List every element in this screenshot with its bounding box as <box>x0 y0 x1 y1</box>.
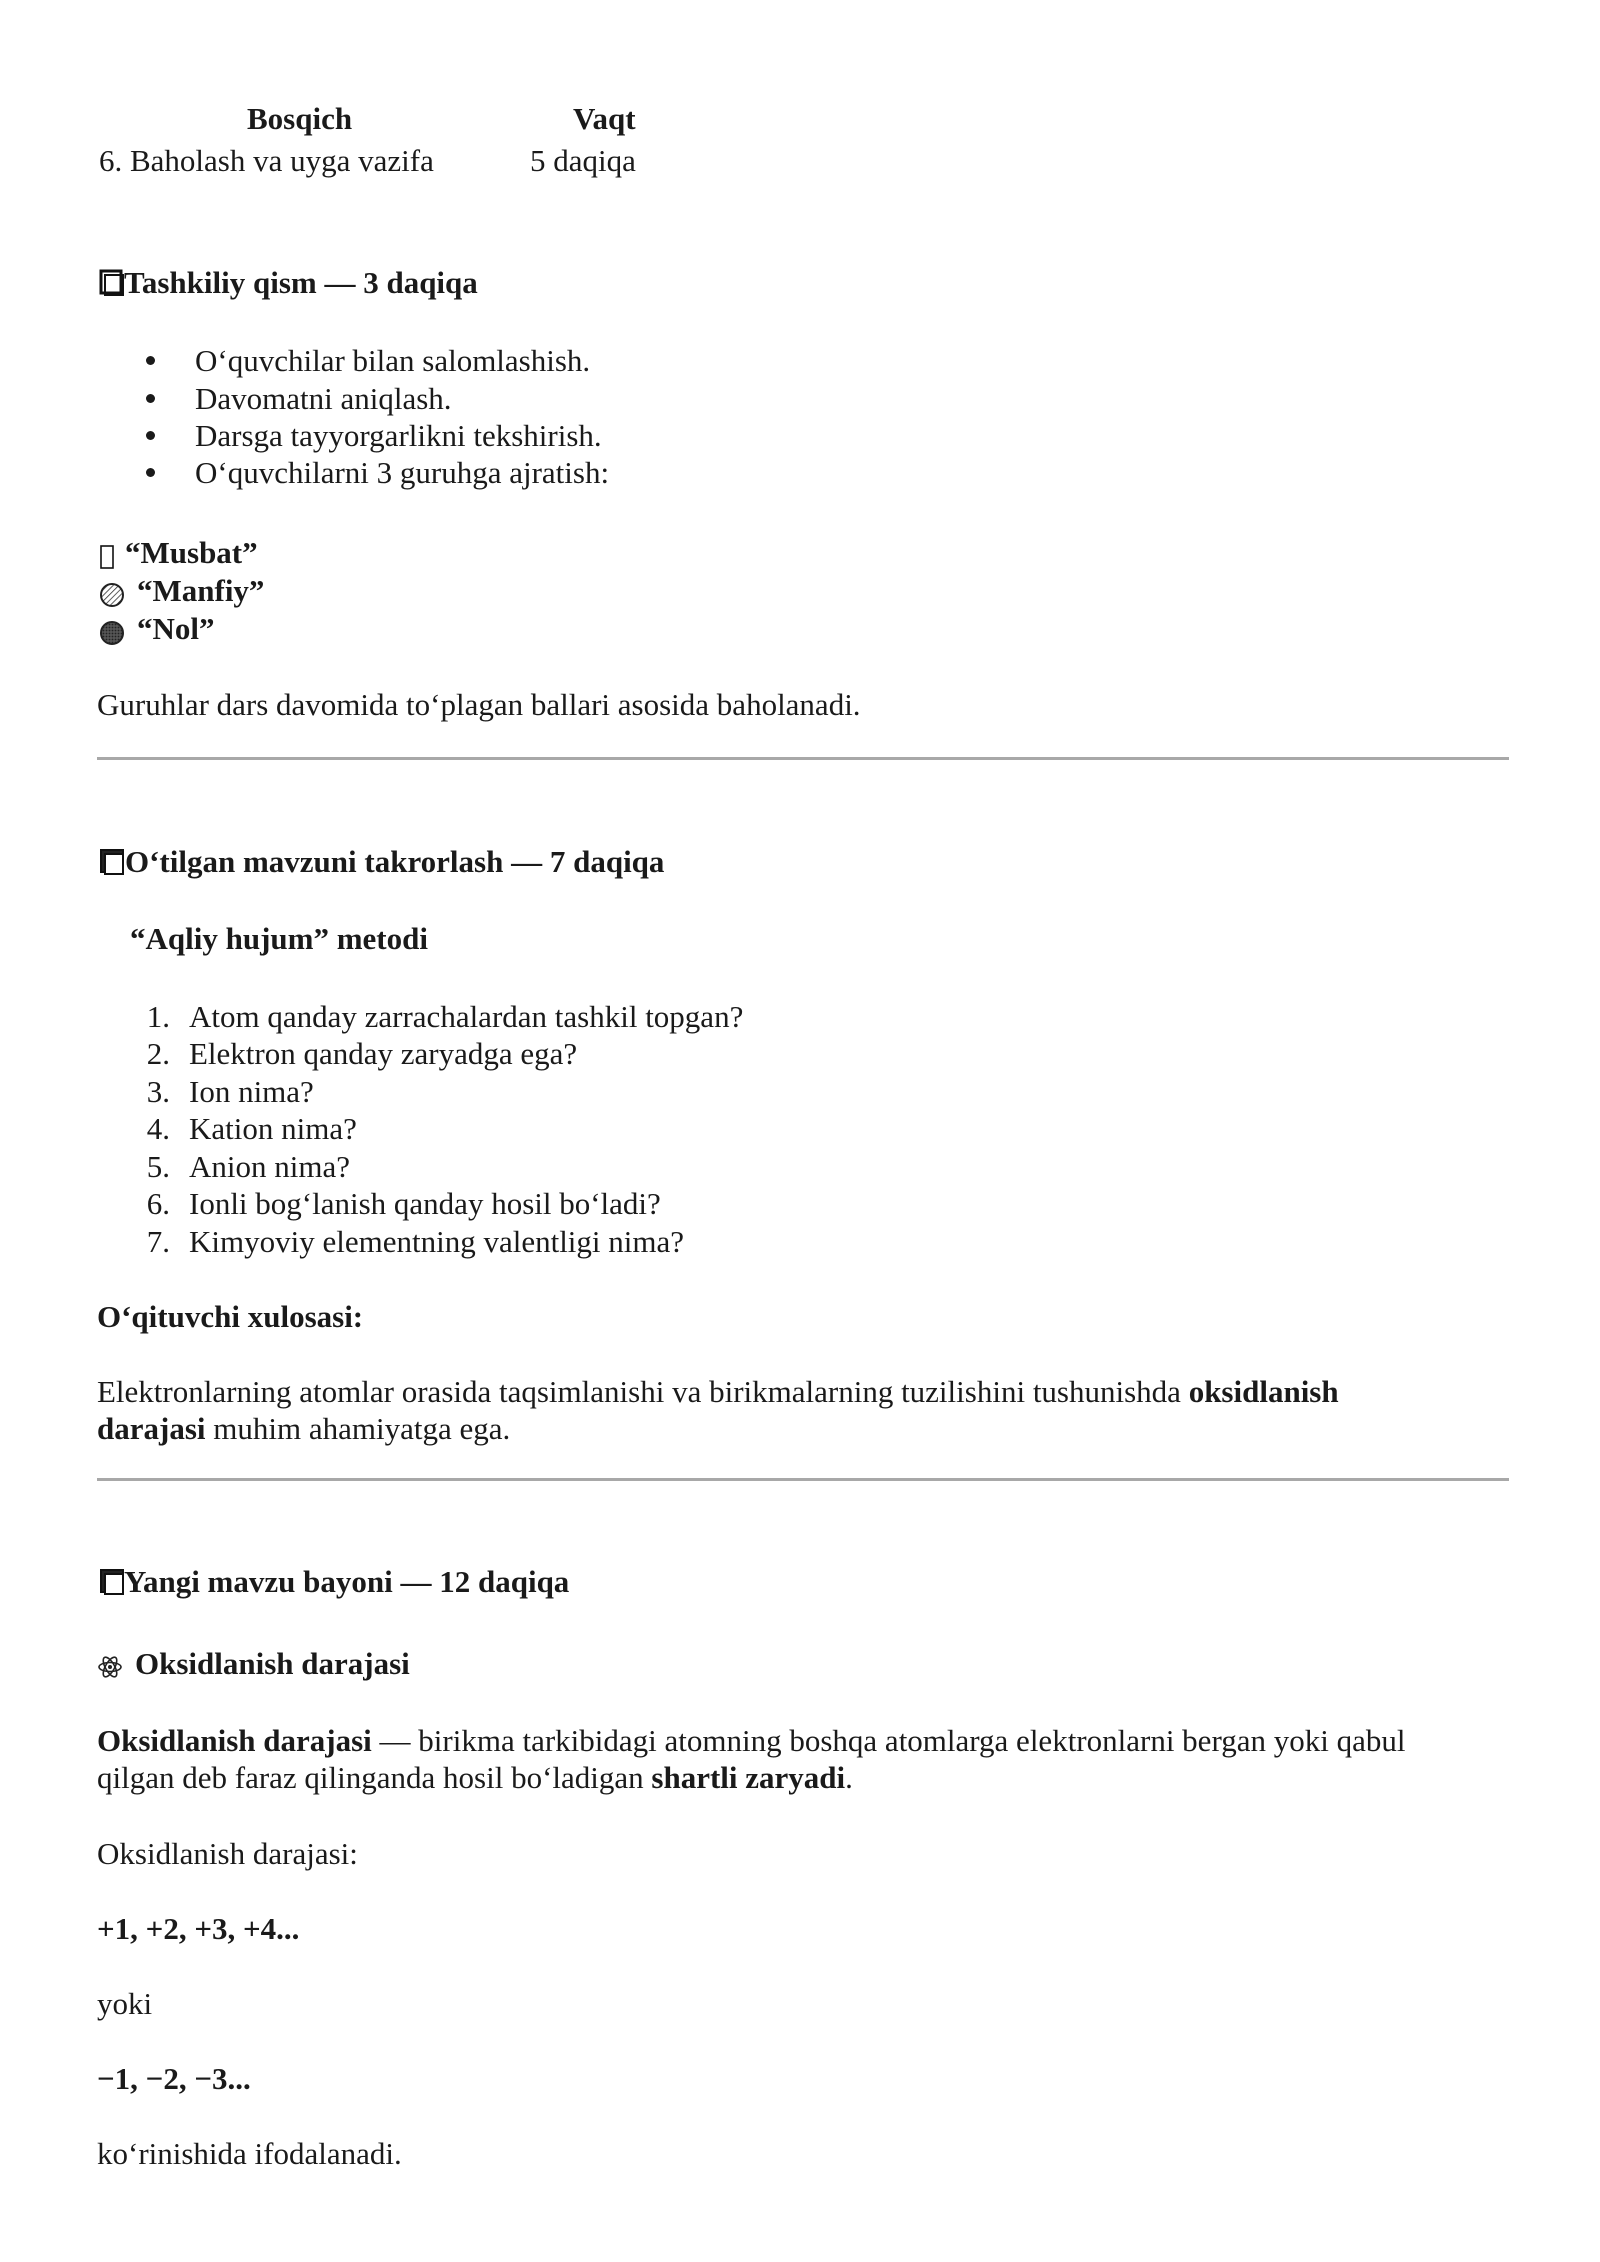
list-item-text: Anion nima? <box>189 1149 350 1184</box>
oxidation-label: Oksidlanish darajasi: <box>97 1836 358 1871</box>
list-item-text: Kimyoviy elementning valentligi nima? <box>189 1224 685 1259</box>
group-label: “Manfiy” <box>137 573 265 608</box>
divider <box>97 757 1509 760</box>
number-3-keycap-icon <box>99 1567 127 1604</box>
conclusion-line-1 <box>97 1373 1339 1410</box>
hatched-circle-icon <box>99 579 125 616</box>
or-text: yoki <box>97 1986 153 2021</box>
definition-text: . <box>845 1760 853 1795</box>
list-item-text: O‘quvchilarni 3 guruhga ajratish: <box>195 455 610 490</box>
atom-icon <box>97 1651 123 1688</box>
list-item-text: Davomatni aniqlash. <box>195 381 452 416</box>
conclusion-bold: oksidlanish <box>1188 1374 1339 1409</box>
negative-values: −1, −2, −3... <box>97 2061 251 2096</box>
divider <box>97 1478 1509 1481</box>
table-cell-stage: 6. Baholash va uyga vazifa <box>99 143 434 178</box>
table-header-time: Vaqt <box>573 101 636 136</box>
conclusion-text: muhim ahamiyatga ega. <box>205 1411 511 1446</box>
definition-term: Oksidlanish darajasi <box>97 1723 372 1758</box>
group-label: “Nol” <box>137 611 215 646</box>
table-cell-time: 5 daqiqa <box>530 143 636 178</box>
positive-values: +1, +2, +3, +4... <box>97 1911 300 1946</box>
number-1-keycap-icon <box>99 268 125 305</box>
list-item-text: Ionli bog‘lanish qanday hosil bo‘ladi? <box>189 1186 661 1221</box>
list-item-text: Darsga tayyorgarlikni tekshirish. <box>195 418 602 453</box>
section-1-heading-text: Tashkiliy qism — 3 daqiqa <box>124 265 478 300</box>
conclusion-label: O‘qituvchi xulosasi: <box>97 1299 364 1334</box>
definition-line-2 <box>97 1759 853 1796</box>
conclusion-bold: darajasi <box>97 1411 206 1446</box>
method-title: “Aqliy hujum” metodi <box>130 921 428 956</box>
definition-line-1 <box>97 1722 1405 1759</box>
dark-circle-icon <box>99 617 125 654</box>
list-item-text: Ion nima? <box>189 1074 314 1109</box>
definition-bold: shartli zaryadi <box>651 1760 846 1795</box>
group-label: “Musbat” <box>125 535 258 570</box>
definition-text: qilgan deb faraz qilinganda hosil bo‘ladigan <box>97 1760 652 1795</box>
list-item-text: O‘quvchilar bilan salomlashish. <box>195 343 591 378</box>
subheading-text: Oksidlanish darajasi <box>135 1646 410 1681</box>
list-item-text: Elektron qanday zaryadga ega? <box>189 1036 578 1071</box>
groups-note: Guruhlar dars davomida to‘plagan ballari asosida baholanadi. <box>97 687 861 722</box>
conclusion-line-2 <box>97 1410 510 1447</box>
conclusion-text: Elektronlarning atomlar orasida taqsimlanishi va birikmalarning tuzilishini tushunishda <box>97 1374 1189 1409</box>
section-3-heading-text: Yangi mavzu bayoni — 12 daqiqa <box>124 1564 570 1599</box>
section-2-heading-text: O‘tilgan mavzuni takrorlash — 7 daqiqa <box>125 844 665 879</box>
missing-glyph-icon <box>100 540 114 577</box>
definition-text: — birikma tarkibidagi atomning boshqa atomlarga elektronlarni bergan yoki qabul <box>371 1723 1406 1758</box>
ending-text: ko‘rinishida ifodalanadi. <box>97 2136 402 2171</box>
number-2-keycap-icon <box>99 847 127 884</box>
list-item-text: Atom qanday zarrachalardan tashkil topgan? <box>189 999 744 1034</box>
list-item-text: Kation nima? <box>189 1111 357 1146</box>
table-header-stage: Bosqich <box>247 101 353 136</box>
